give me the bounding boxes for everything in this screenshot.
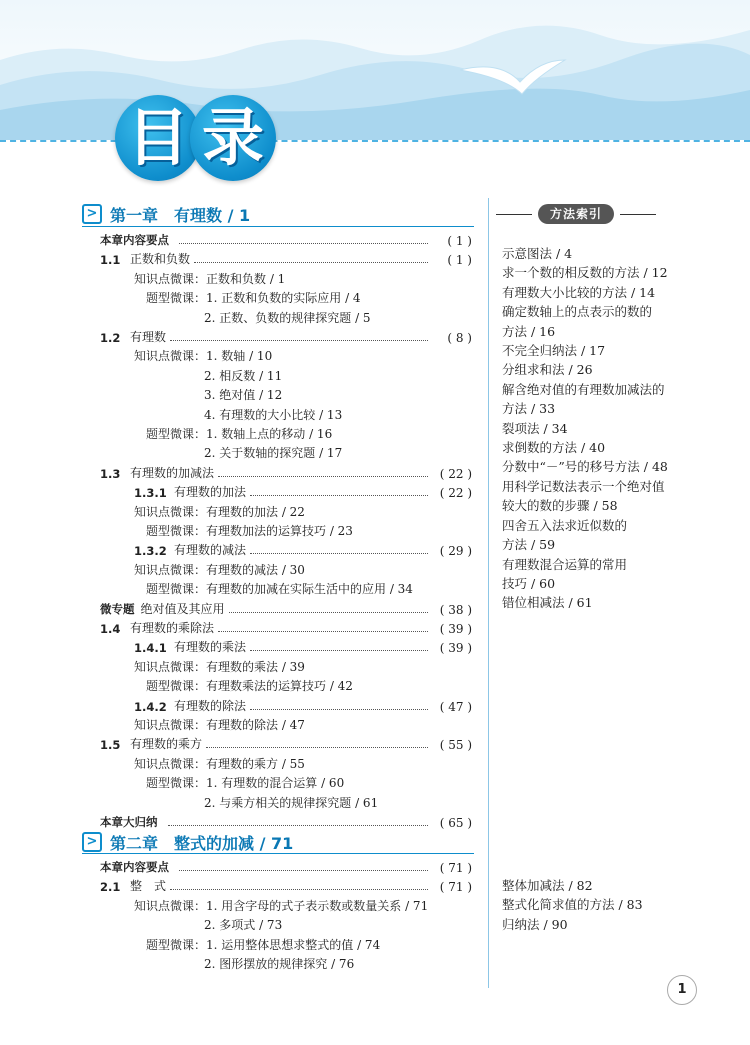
toc-label: 绝对值及其应用	[140, 601, 225, 616]
toc-label: 知识点微课：正数和负数 / 1	[134, 271, 286, 286]
method-item[interactable]: 归纳法 / 90	[502, 916, 568, 932]
toc-number: 1.4.2	[134, 699, 167, 714]
toc-label: 3. 绝对值 / 12	[204, 388, 283, 403]
method-index-header	[496, 204, 676, 226]
toc-label: 题型微课：有理数乘法的运算技巧 / 42	[146, 679, 353, 694]
leader-dots	[206, 747, 428, 748]
method-item[interactable]: 分数中“－”号的移号方法 / 48	[502, 459, 668, 475]
leader-dots	[229, 612, 428, 613]
toc-number: 本章大归纳	[100, 815, 158, 829]
method-item[interactable]: 有理数大小比较的方法 / 14	[502, 284, 656, 300]
toc-label: 2. 相反数 / 11	[204, 368, 283, 383]
leader-dots	[250, 495, 428, 496]
toc-page: ( 1 )	[447, 234, 472, 248]
chapter-1-heading[interactable]	[82, 202, 250, 226]
toc-label: 题型微课：1. 正数和负数的实际应用 / 4	[146, 291, 361, 306]
leader-dots	[250, 553, 428, 554]
method-item[interactable]: 整式化简求值的方法 / 83	[502, 897, 643, 913]
title-circle-1	[115, 95, 201, 181]
toc-label: 有理数的乘除法	[130, 621, 215, 635]
method-item[interactable]: 确定数轴上的点表示的数的	[502, 304, 653, 320]
toc-label: 知识点微课：1. 用含字母的式子表示数或数量关系 / 71	[134, 898, 429, 913]
toc-row[interactable]	[100, 950, 472, 972]
toc-label: 题型微课：有理数加法的运算技巧 / 23	[146, 524, 353, 538]
toc-page: ( 71 )	[439, 861, 472, 875]
leader-dots	[168, 825, 429, 826]
toc-page: ( 38 )	[439, 602, 472, 617]
toc-page: ( 65 )	[439, 816, 472, 830]
toc-number: 1.3.1	[134, 486, 167, 501]
sidebar-divider	[488, 198, 489, 988]
toc-label: 2. 正数、负数的规律探究题 / 5	[204, 310, 371, 325]
method-item[interactable]: 方法 / 59	[502, 537, 556, 553]
chevron-right-icon: >	[82, 832, 102, 852]
toc-label: 有理数的除法	[174, 698, 247, 713]
page-number: 1	[667, 975, 697, 1005]
toc-label: 题型微课：1. 运用整体思想求整式的值 / 74	[146, 937, 381, 952]
method-item[interactable]: 用科学记数法表示一个绝对值	[502, 478, 665, 494]
toc-number: 本章内容要点	[100, 233, 169, 247]
toc-page: ( 55 )	[439, 738, 472, 753]
leader-dots	[250, 709, 428, 710]
toc-label: 有理数的乘法	[174, 640, 247, 655]
toc-label: 4. 有理数的大小比较 / 13	[204, 407, 343, 422]
method-item[interactable]: 求倒数的方法 / 40	[502, 440, 606, 456]
title-circle-2	[190, 95, 276, 181]
title-char-1: 目	[126, 101, 189, 174]
toc-page: ( 22 )	[439, 466, 472, 481]
method-item[interactable]: 方法 / 16	[502, 323, 556, 339]
toc-label: 2. 多项式 / 73	[204, 918, 283, 933]
toc-label: 有理数	[130, 330, 167, 344]
toc-number: 1.2	[100, 331, 121, 345]
toc-label: 知识点微课：1. 数轴 / 10	[134, 349, 273, 364]
method-item[interactable]: 不完全归纳法 / 17	[502, 343, 606, 359]
leader-dots	[179, 870, 428, 871]
toc-number: 本章内容要点	[100, 860, 169, 874]
chapter-2-heading[interactable]	[82, 830, 293, 854]
toc-page: ( 39 )	[439, 641, 472, 656]
toc-label: 知识点微课：有理数的减法 / 30	[134, 562, 305, 577]
toc-number: 1.4.1	[134, 641, 167, 656]
toc-page: ( 29 )	[439, 544, 472, 559]
toc-label: 题型微课：1. 有理数的混合运算 / 60	[146, 776, 345, 791]
toc-page: ( 71 )	[439, 880, 472, 895]
method-item[interactable]: 有理数混合运算的常用	[502, 556, 628, 572]
chevron-right-icon: >	[82, 204, 102, 224]
toc-label: 2. 与乘方相关的规律探究题 / 61	[204, 795, 379, 810]
method-item[interactable]: 解含绝对值的有理数加减法的	[502, 381, 665, 397]
toc-label: 有理数的加法	[174, 485, 247, 500]
toc-label: 知识点微课：有理数的乘法 / 39	[134, 659, 305, 674]
toc-number: 1.5	[100, 738, 121, 753]
toc-number: 1.3.2	[134, 544, 167, 559]
header-landscape	[0, 0, 750, 140]
toc-page: ( 22 )	[439, 486, 472, 501]
toc-page: ( 8 )	[447, 331, 472, 345]
toc-row[interactable]	[100, 808, 472, 830]
toc-label: 题型微课：有理数的加减在实际生活中的应用 / 34	[146, 582, 413, 597]
toc-label: 2. 关于数轴的探究题 / 17	[204, 446, 343, 461]
method-index-title: 方法索引	[538, 204, 614, 224]
toc-number: 微专题	[100, 601, 135, 616]
method-item[interactable]: 较大的数的步骤 / 58	[502, 498, 618, 514]
toc-label: 题型微课：1. 数轴上点的移动 / 16	[146, 427, 333, 441]
leader-dots	[194, 262, 428, 263]
toc-label: 知识点微课：有理数的乘方 / 55	[134, 756, 305, 771]
toc-label: 有理数的加减法	[130, 465, 215, 480]
method-list-2	[502, 876, 682, 934]
method-item[interactable]: 分组求和法 / 26	[502, 362, 593, 378]
method-item[interactable]: 技巧 / 60	[502, 575, 556, 591]
leader-dots	[179, 243, 428, 244]
method-item[interactable]: 裂项法 / 34	[502, 420, 568, 436]
toc-label: 整 式	[130, 879, 167, 894]
method-list-1	[502, 244, 682, 613]
toc-label: 2. 图形摆放的规律探究 / 76	[204, 957, 355, 971]
method-item[interactable]: 方法 / 33	[502, 401, 556, 417]
leader-dots	[170, 340, 428, 341]
toc-page: ( 1 )	[447, 253, 472, 268]
toc-number: 1.4	[100, 622, 121, 636]
title-char-2: 录	[201, 101, 264, 174]
method-item[interactable]: 示意图法 / 4	[502, 246, 573, 261]
toc-number: 1.3	[100, 466, 121, 481]
chapter-1-title: 第一章 有理数 / 1	[110, 205, 251, 225]
leader-dots	[170, 889, 428, 890]
method-item[interactable]: 求一个数的相反数的方法 / 12	[502, 265, 668, 281]
toc-number: 1.1	[100, 253, 121, 268]
toc-page: ( 39 )	[439, 622, 472, 636]
leader-dots	[218, 476, 428, 477]
method-item[interactable]: 四舍五入法求近似数的	[502, 517, 628, 533]
toc-page: ( 47 )	[439, 699, 472, 714]
toc-label: 知识点微课：有理数的除法 / 47	[134, 718, 305, 732]
toc-label: 正数和负数	[130, 252, 191, 267]
method-item[interactable]: 错位相减法 / 61	[502, 595, 593, 611]
leader-dots	[250, 650, 428, 651]
chapter-2-title: 第二章 整式的加减 / 71	[110, 833, 294, 853]
leader-dots	[218, 631, 428, 632]
toc-label: 有理数的减法	[174, 543, 247, 558]
toc-number: 2.1	[100, 880, 121, 895]
toc-label: 知识点微课：有理数的加法 / 22	[134, 504, 305, 519]
method-item[interactable]: 整体加减法 / 82	[502, 878, 593, 893]
toc-label: 有理数的乘方	[130, 737, 203, 752]
header-divider	[0, 140, 750, 142]
